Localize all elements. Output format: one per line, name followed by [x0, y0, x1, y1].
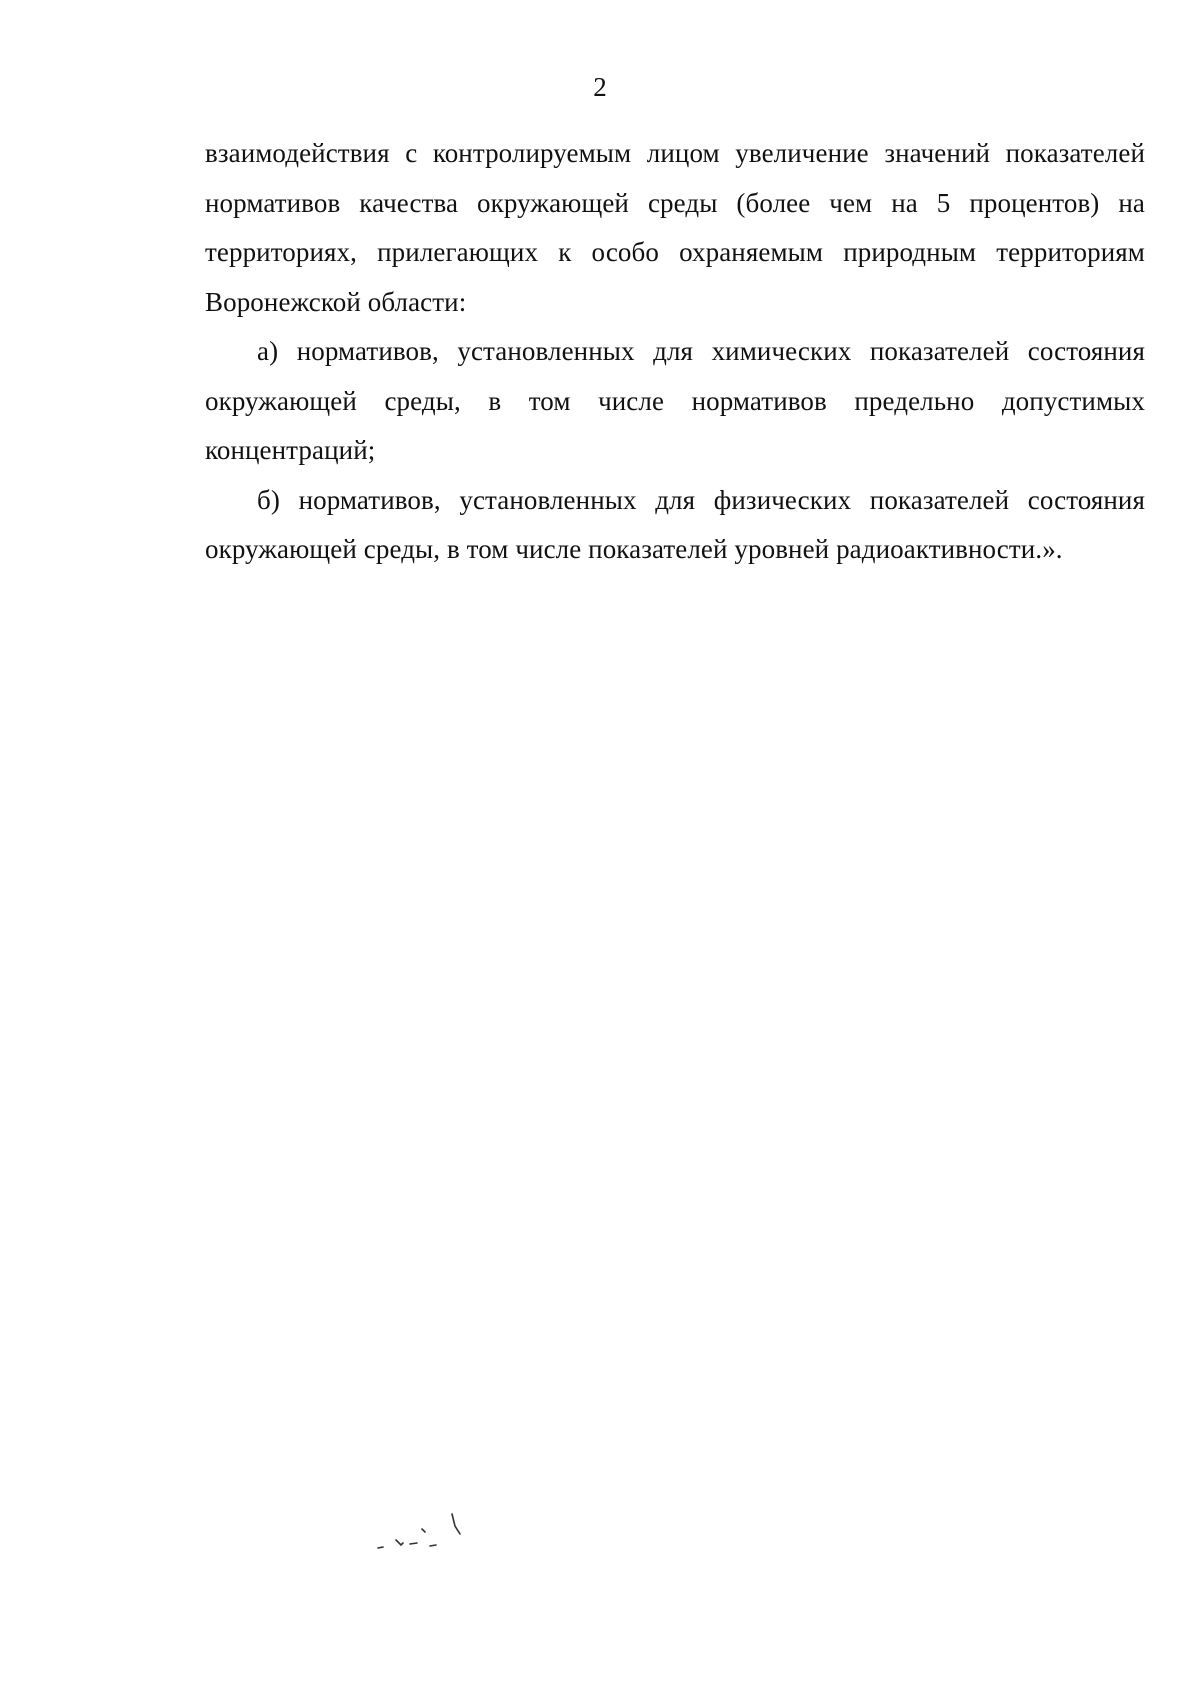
paragraph-item-b: б) нормативов, установленных для физических показателей состояния окружающей среды, в том числе показателей уровней радиоактивности.».	[205, 484, 1145, 564]
document-body	[205, 129, 1145, 575]
paragraph-continuation: взаимодействия с контролируемым лицом увеличение значений показателей нормативов качества окружающей среды (более чем на 5 процентов) на территориях, прилегающих к особо охраняемым природным территориям Воронежской области:	[205, 138, 1145, 317]
scan-artifact-mark	[370, 1510, 510, 1560]
page-number: 2	[593, 72, 607, 102]
paragraph-item-a: а) нормативов, установленных для химических показателей состояния окружающей среды, в том числе нормативов предельно допустимых концентраций;	[205, 336, 1145, 465]
